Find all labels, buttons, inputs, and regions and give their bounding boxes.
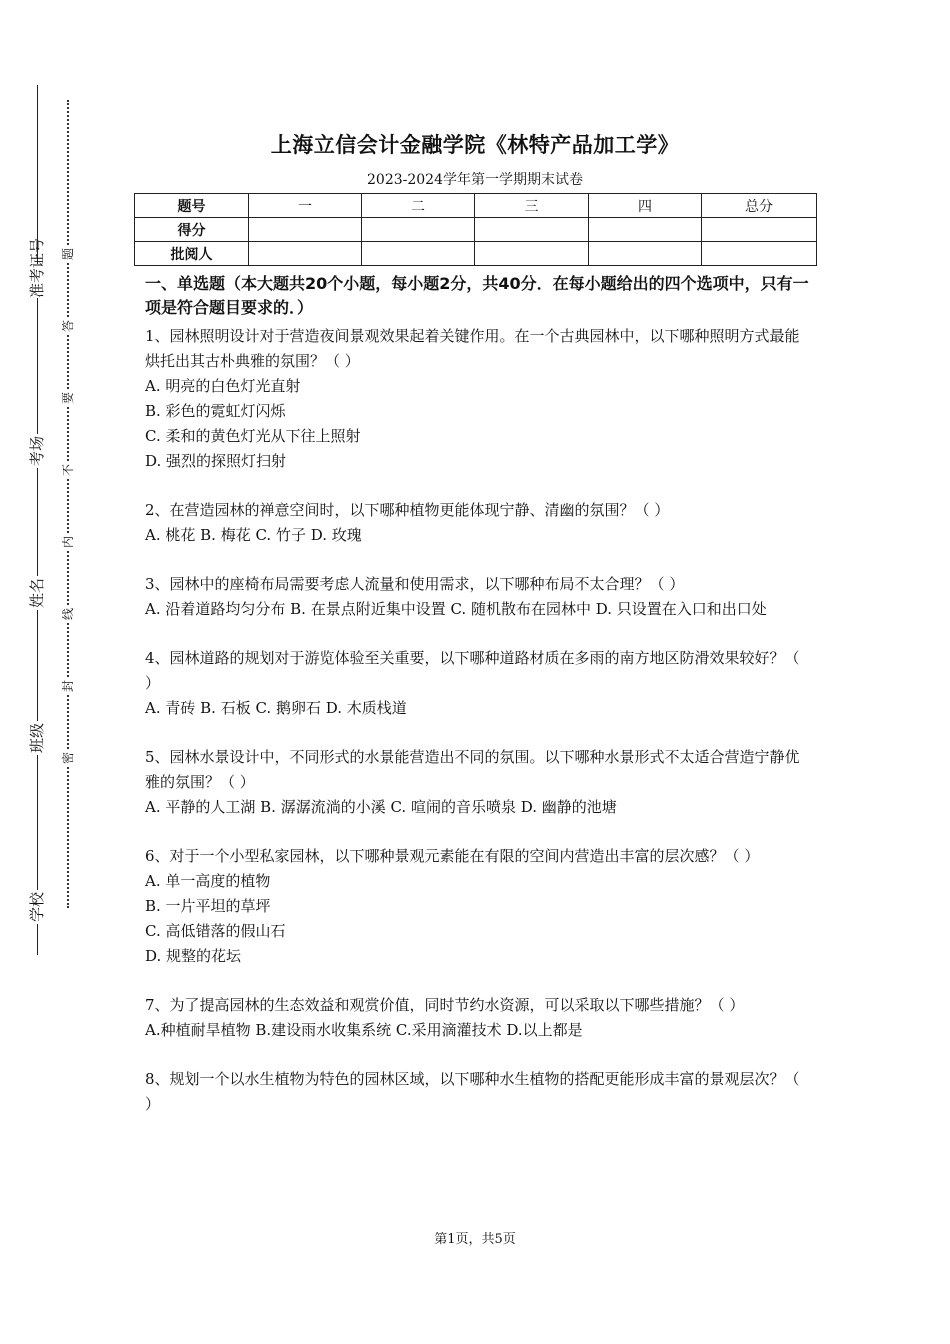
score-table-cell: 得分 bbox=[135, 218, 249, 242]
question-option: A. 单一高度的植物 bbox=[145, 872, 271, 890]
question-options-line: A. 桃花 B. 梅花 C. 竹子 D. 玫瑰 bbox=[145, 526, 362, 544]
exam-title: 上海立信会计金融学院《林特产品加工学》 bbox=[270, 133, 680, 157]
score-table-cell bbox=[249, 242, 362, 266]
binding-label-class: 班级 bbox=[28, 723, 46, 754]
score-table-cell: 三 bbox=[475, 194, 589, 218]
score-table-cell bbox=[702, 218, 817, 242]
question-8 bbox=[145, 1067, 810, 1117]
binding-dotted-line bbox=[67, 100, 69, 908]
question-options-line: A.种植耐旱植物 B.建设雨水收集系统 C.采用滴灌技术 D.以上都是 bbox=[145, 1021, 583, 1039]
seal-char: 线 bbox=[61, 608, 75, 621]
score-table-cell: 二 bbox=[362, 194, 475, 218]
score-table-header-row bbox=[135, 194, 817, 218]
question-options-line: A. 沿着道路均匀分布 B. 在景点附近集中设置 C. 随机散布在园林中 D. 只设置在入口和出口处 bbox=[145, 600, 767, 618]
question-option: C. 柔和的黄色灯光从下往上照射 bbox=[145, 427, 361, 445]
score-table-cell bbox=[249, 218, 362, 242]
question-3 bbox=[145, 572, 810, 622]
seal-char: 题 bbox=[61, 248, 75, 261]
score-table-cell: 一 bbox=[249, 194, 362, 218]
score-table-cell: 总分 bbox=[702, 194, 817, 218]
question-options-line: A. 平静的人工湖 B. 潺潺流淌的小溪 C. 喧闹的音乐喷泉 D. 幽静的池塘 bbox=[145, 798, 617, 816]
question-stem: 4、园林道路的规划对于游览体验至关重要，以下哪种道路材质在多雨的南方地区防滑效果较好？（ ） bbox=[145, 649, 800, 692]
score-table-cell: 批阅人 bbox=[135, 242, 249, 266]
score-table-cell bbox=[362, 218, 475, 242]
score-table bbox=[134, 193, 817, 266]
score-table-cell bbox=[475, 242, 589, 266]
question-stem: 6、对于一个小型私家园林，以下哪种景观元素能在有限的空间内营造出丰富的层次感？（ ） bbox=[145, 847, 760, 865]
seal-char: 封 bbox=[61, 680, 75, 693]
score-table-cell bbox=[362, 242, 475, 266]
question-stem: 3、园林中的座椅布局需要考虑人流量和使用需求，以下哪种布局不太合理？（ ） bbox=[145, 575, 685, 593]
exam-subtitle: 2023-2024学年第一学期期末试卷 bbox=[367, 172, 583, 188]
score-table-grader-row bbox=[135, 242, 817, 266]
question-6 bbox=[145, 844, 810, 969]
seal-char: 答 bbox=[61, 320, 75, 333]
binding-label-exam-number: 准考证号 bbox=[28, 237, 46, 298]
question-stem: 2、在营造园林的禅意空间时，以下哪种植物更能体现宁静、清幽的氛围？（ ） bbox=[145, 501, 670, 519]
question-option: B. 彩色的霓虹灯闪烁 bbox=[145, 402, 286, 420]
question-stem: 5、园林水景设计中，不同形式的水景能营造出不同的氛围。以下哪种水景形式不太适合营造宁静优雅的氛围？（ ） bbox=[145, 748, 800, 791]
page-footer: 第1页，共5页 bbox=[434, 1232, 516, 1247]
question-stem: 7、为了提高园林的生态效益和观赏价值，同时节约水资源，可以采取以下哪些措施？（ ） bbox=[145, 996, 745, 1014]
question-options-line: A. 青砖 B. 石板 C. 鹅卵石 D. 木质栈道 bbox=[145, 699, 407, 717]
score-table-score-row bbox=[135, 218, 817, 242]
score-table-cell: 四 bbox=[589, 194, 702, 218]
binding-solid-line bbox=[37, 85, 38, 955]
question-stem: 1、园林照明设计对于营造夜间景观效果起着关键作用。在一个古典园林中，以下哪种照明方式最能烘托出其古朴典雅的氛围？（ ） bbox=[145, 327, 800, 370]
question-4 bbox=[145, 646, 810, 721]
binding-label-school: 学校 bbox=[28, 892, 46, 923]
seal-char: 密 bbox=[61, 752, 75, 765]
question-option: C. 高低错落的假山石 bbox=[145, 922, 286, 940]
binding-label-exam-room: 考场 bbox=[28, 436, 46, 467]
question-stem: 8、规划一个以水生植物为特色的园林区域，以下哪种水生植物的搭配更能形成丰富的景观层次？（ ） bbox=[145, 1070, 800, 1113]
question-option: D. 规整的花坛 bbox=[145, 947, 242, 965]
question-option: B. 一片平坦的草坪 bbox=[145, 897, 271, 915]
seal-char: 内 bbox=[61, 536, 75, 549]
question-7 bbox=[145, 993, 810, 1043]
question-option: D. 强烈的探照灯扫射 bbox=[145, 452, 287, 470]
question-1 bbox=[145, 324, 810, 474]
seal-char: 要 bbox=[61, 392, 75, 405]
binding-label-name: 姓名 bbox=[28, 578, 46, 609]
score-table-cell bbox=[475, 218, 589, 242]
score-table-cell bbox=[702, 242, 817, 266]
question-option: A. 明亮的白色灯光直射 bbox=[145, 377, 301, 395]
score-table-cell bbox=[589, 218, 702, 242]
section-heading: 一、单选题（本大题共20个小题，每小题2分，共40分．在每小题给出的四个选项中，只有一项是符合题目要求的．） bbox=[145, 274, 809, 317]
question-2 bbox=[145, 498, 810, 548]
exam-content bbox=[145, 272, 810, 1117]
question-5 bbox=[145, 745, 810, 820]
score-table-cell: 题号 bbox=[135, 194, 249, 218]
seal-char: 不 bbox=[61, 464, 75, 477]
score-table-cell bbox=[589, 242, 702, 266]
